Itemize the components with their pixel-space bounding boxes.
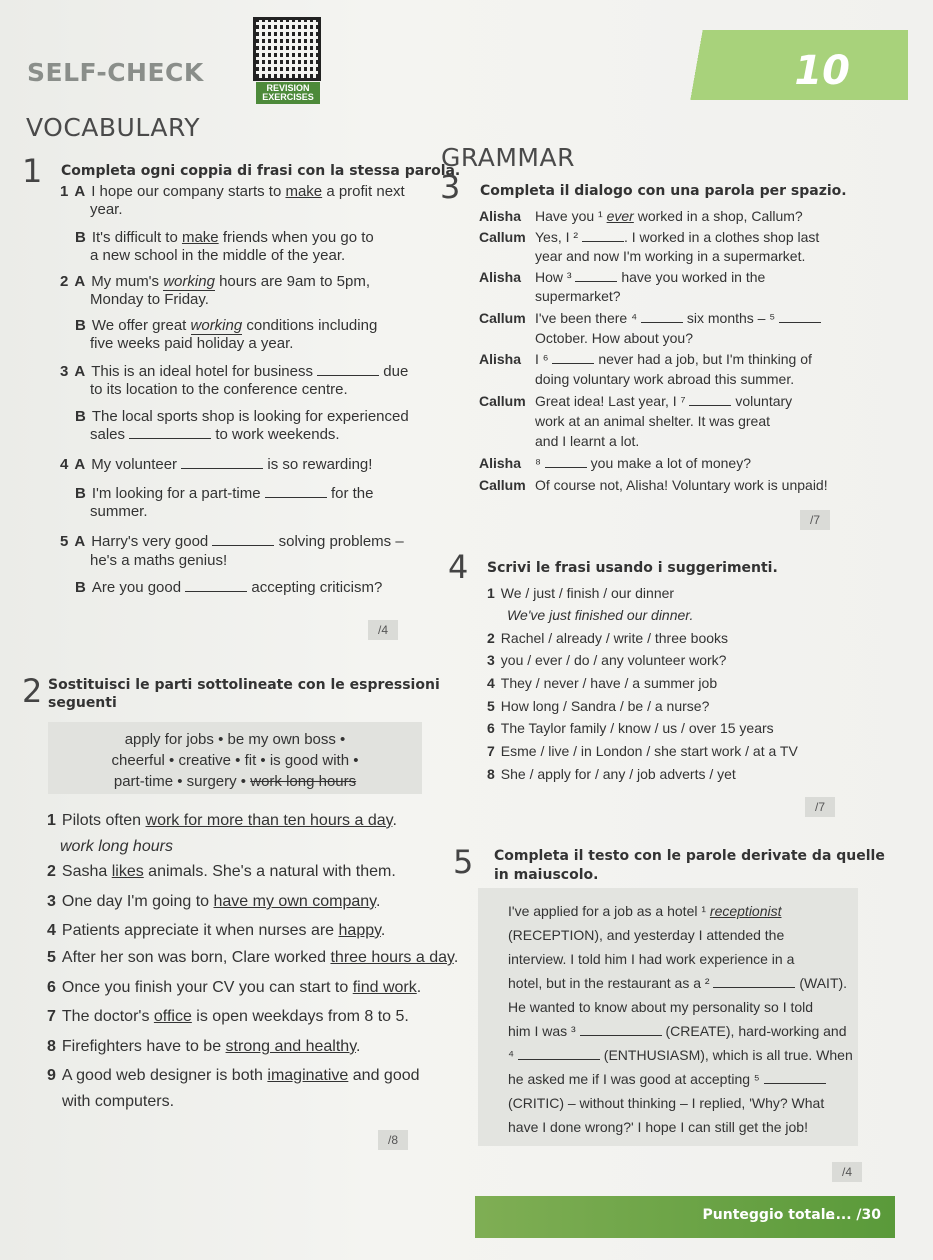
ex1-item2-b: B We offer great working conditions including (75, 317, 378, 334)
ex1-item1-a-cont: year. (90, 201, 123, 218)
ex5-line-7: ⁴ (ENTHUSIASM), which is all true. When (508, 1047, 853, 1063)
ex1-item3-a-cont: to its location to the conference centre. (90, 381, 348, 398)
blank-input[interactable] (545, 456, 587, 468)
ex1-item2-a: 2 A My mum's working hours are 9am to 5pm, (60, 273, 370, 290)
ex1-item5-b: B Are you good accepting criticism? (75, 579, 383, 596)
exercise-4-instruction: Scrivi le frasi usando i suggerimenti. (487, 560, 778, 576)
blank-input[interactable] (575, 270, 617, 282)
ex3-line-4-cont: October. How about you? (535, 330, 693, 346)
ex3-line-8: Callum Of course not, Alisha! Voluntary work is unpaid! (479, 477, 828, 493)
ex3-line-2: Callum Yes, I ² . I worked in a clothes shop last (479, 229, 820, 245)
blank-input[interactable] (582, 230, 624, 242)
total-score-label: Punteggio totale (702, 1207, 835, 1223)
word-box (48, 722, 422, 794)
ex5-line-2: (RECEPTION), and yesterday I attended the (508, 927, 785, 943)
ex5-line-4: hotel, but in the restaurant as a ² (WAIT). (508, 975, 848, 991)
ex3-line-7: Alisha ⁸ you make a lot of money? (479, 455, 751, 471)
ex1-item5-a-cont: he's a maths genius! (90, 552, 228, 569)
exercise-5-instruction-1: Completa il testo con le parole derivate da quelle (494, 848, 885, 864)
ex2-item1: 1 Pilots often work for more than ten hours a day. (47, 812, 397, 829)
exercise-2-instruction-2: seguenti (48, 695, 117, 711)
exercise-5-number: 5 (453, 843, 474, 881)
exercise-3-instruction: Completa il dialogo con una parola per spazio. (480, 183, 847, 199)
grammar-title: GRAMMAR (441, 143, 575, 172)
ex3-score: /7 (800, 510, 830, 530)
total-score-bar (475, 1196, 895, 1238)
ex5-score: /4 (832, 1162, 862, 1182)
ex5-line-8: he asked me if I was good at accepting ⁵ (508, 1070, 826, 1088)
blank-input[interactable] (689, 394, 731, 406)
vocabulary-title: VOCABULARY (26, 113, 200, 142)
ex3-line-6: Callum Great idea! Last year, I ⁷ voluntary (479, 393, 793, 409)
ex5-line-5: He wanted to know about my personality so I told (508, 999, 814, 1015)
blank-input[interactable] (641, 311, 683, 323)
blank-input[interactable] (764, 1072, 826, 1084)
ex5-line-9: (CRITIC) – without thinking – I replied, 'Why? What (508, 1095, 825, 1111)
ex4-item1-answer: We've just finished our dinner. (507, 607, 694, 623)
blank-input[interactable] (181, 457, 263, 469)
exercise-4-number: 4 (448, 548, 469, 586)
exercise-1-number: 1 (22, 152, 43, 190)
blank-input[interactable] (552, 352, 594, 364)
revision-exercises-label: REVISION EXERCISES (256, 82, 320, 104)
exercise-3-number: 3 (440, 168, 461, 206)
ex2-item5: 5 After her son was born, Clare worked three hours a day. (47, 949, 459, 966)
word-box-line-1: apply for jobs • be my own boss • (124, 731, 346, 748)
ex4-item4: 4 They / never / have / a summer job (487, 675, 718, 691)
ex2-item1-answer: work long hours (60, 838, 173, 855)
ex2-item6: 6 Once you finish your CV you can start to find work. (47, 979, 422, 996)
ex3-line-6-cont: work at an animal shelter. It was great (535, 413, 770, 429)
blank-input[interactable] (713, 976, 795, 988)
ex3-line-3: Alisha How ³ have you worked in the (479, 269, 766, 285)
ex3-line-5-cont: doing voluntary work abroad this summer. (535, 371, 795, 387)
ex3-line-5: Alisha I ⁶ never had a job, but I'm thinking of (479, 351, 812, 367)
exercise-2-instruction-1: Sostituisci le parti sottolineate con le espressioni (48, 677, 440, 693)
ex2-item9-cont: with computers. (62, 1093, 175, 1110)
blank-input[interactable] (317, 364, 379, 376)
ex2-item2: 2 Sasha likes animals. She's a natural with them. (47, 863, 396, 880)
ex5-line-6: him I was ³ (CREATE), hard-working and (508, 1023, 847, 1039)
ex2-item7: 7 The doctor's office is open weekdays from 8 to 5. (47, 1008, 409, 1025)
ex4-score: /7 (805, 797, 835, 817)
ex5-line-10: have I done wrong?' I hope I can still get the job! (508, 1119, 808, 1135)
ex1-item4-b-cont: summer. (90, 503, 148, 520)
exercise-2-number: 2 (22, 672, 43, 710)
ex4-item6: 6 The Taylor family / know / us / over 15 years (487, 720, 774, 736)
ex3-line-2-cont: year and now I'm working in a supermarket. (535, 248, 806, 264)
ex4-item1: 1 We / just / finish / our dinner (487, 585, 675, 601)
ex1-item3-a: 3 A This is an ideal hotel for business due (60, 363, 409, 380)
ex3-line-4: Callum I've been there ⁴ six months – ⁵ (479, 309, 821, 327)
ex4-item8: 8 She / apply for / any / job adverts / yet (487, 766, 736, 782)
ex1-item3-b: B The local sports shop is looking for experienced (75, 408, 409, 425)
ex3-line-1: Alisha Have you ¹ ever worked in a shop, Callum? (479, 208, 803, 224)
ex2-item4: 4 Patients appreciate it when nurses are happy. (47, 922, 386, 939)
ex4-item7: 7 Esme / live / in London / she start work / at a TV (487, 743, 798, 759)
ex1-item1-b: B It's difficult to make friends when you go to (75, 229, 374, 246)
ex3-line-6-cont-2: and I learnt a lot. (535, 433, 640, 449)
ex2-score: /8 (378, 1130, 408, 1150)
ex4-item3: 3 you / ever / do / any volunteer work? (487, 652, 727, 668)
blank-input[interactable] (580, 1024, 662, 1036)
blank-input[interactable] (129, 427, 211, 439)
ex2-item9: 9 A good web designer is both imaginative and good (47, 1067, 420, 1084)
ex1-item5-a: 5 A Harry's very good solving problems – (60, 533, 404, 550)
ex3-line-3-cont: supermarket? (535, 288, 621, 304)
blank-input[interactable] (518, 1048, 600, 1060)
ex1-item4-b: B I'm looking for a part-time for the (75, 485, 374, 502)
unit-number-banner (673, 30, 908, 100)
blank-input[interactable] (265, 486, 327, 498)
exercise-5-instruction-2: in maiuscolo. (494, 867, 599, 883)
qr-code-icon (253, 17, 321, 81)
ex4-item5: 5 How long / Sandra / be / a nurse? (487, 698, 710, 714)
exercise-1-instruction: Completa ogni coppia di frasi con la stessa parola. (61, 163, 461, 179)
self-check-title: SELF-CHECK (27, 58, 204, 87)
ex2-item8: 8 Firefighters have to be strong and healthy. (47, 1038, 361, 1055)
ex5-line-3: interview. I told him I had work experience in a (508, 951, 795, 967)
blank-input[interactable] (212, 534, 274, 546)
ex1-item1-b-cont: a new school in the middle of the year. (90, 247, 346, 264)
word-box-line-3: part-time • surgery • work long hours (113, 773, 357, 790)
word-box-line-2: cheerful • creative • fit • is good with • (111, 752, 359, 769)
ex1-item2-a-cont: Monday to Friday. (90, 291, 209, 308)
ex2-item3: 3 One day I'm going to have my own company. (47, 893, 381, 910)
ex1-score: /4 (368, 620, 398, 640)
ex5-line-1: I've applied for a job as a hotel ¹ receptionist (508, 903, 782, 919)
ex1-item3-b-cont: sales to work weekends. (90, 426, 340, 443)
ex1-item4-a: 4 A My volunteer is so rewarding! (60, 456, 373, 473)
total-score-value: ..... /30 (824, 1207, 881, 1223)
ex4-item2: 2 Rachel / already / write / three books (487, 630, 729, 646)
ex1-item1-a: 1 A I hope our company starts to make a profit next (60, 183, 405, 200)
ex1-item2-b-cont: five weeks paid holiday a year. (90, 335, 294, 352)
blank-input[interactable] (779, 311, 821, 323)
unit-number: 10 (794, 48, 850, 94)
blank-input[interactable] (185, 580, 247, 592)
